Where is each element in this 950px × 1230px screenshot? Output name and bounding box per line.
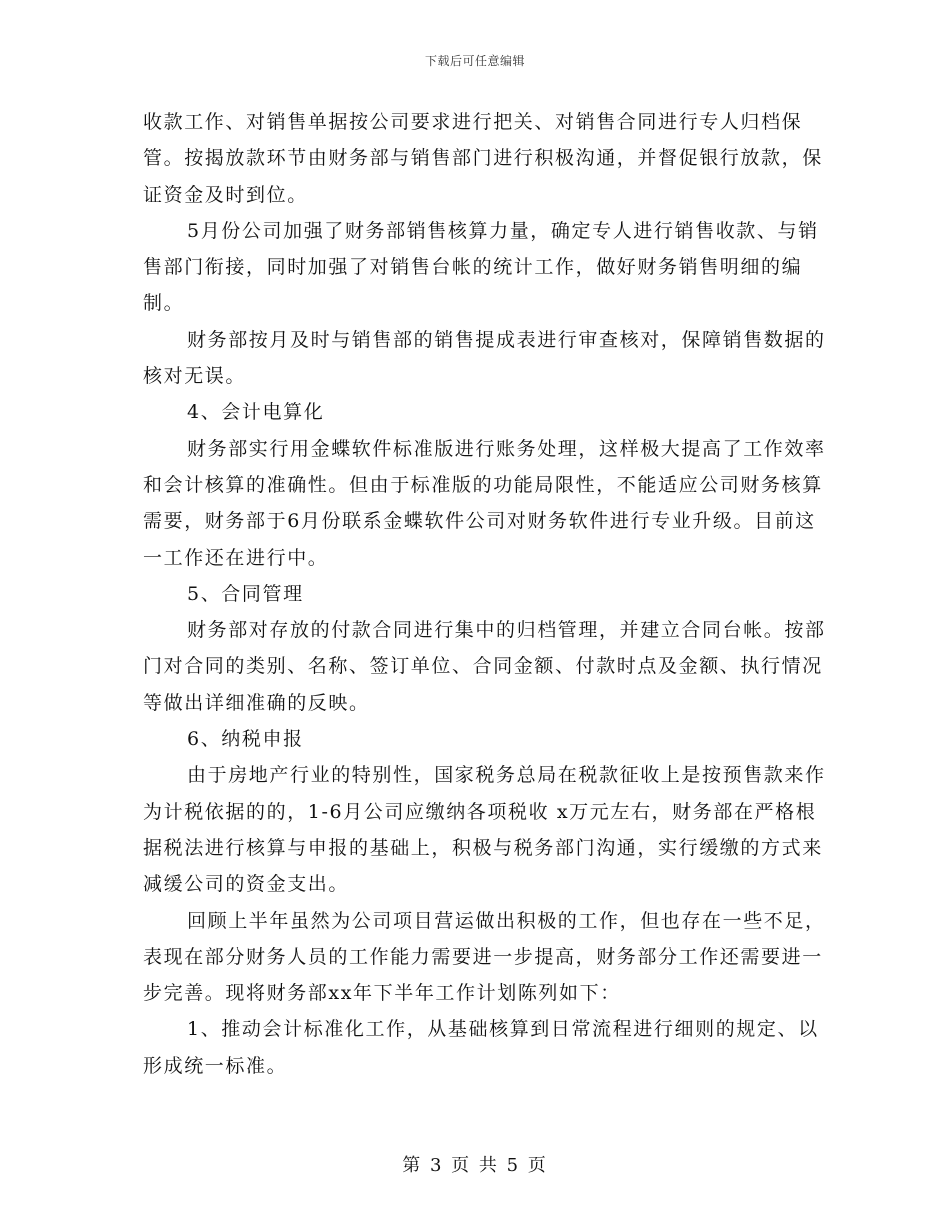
paragraph: 财务部实行用金蝶软件标准版进行账务处理，这样极大提高了工作效率和会计核算的准确性。但由于标准版的功能局限性，不能适应公司财务核算需要，财务部于6月份联系金蝶软件公司对财务软件进行专业升级。目前这一工作还在进行中。 [143, 437, 826, 569]
section-heading: 4、会计电算化 [187, 401, 325, 424]
section-heading: 5、合同管理 [187, 582, 304, 605]
paragraph: 财务部对存放的付款合同进行集中的归档管理，并建立合同台帐。按部门对合同的类别、名称、签订单位、合同金额、付款时点及金额、执行情况等做出详细准确的反映。 [143, 619, 826, 714]
paragraph: 财务部按月及时与销售部的销售提成表进行审查核对，保障销售数据的核对无误。 [143, 328, 826, 388]
section-heading: 6、纳税申报 [187, 728, 304, 751]
paragraph: 5月份公司加强了财务部销售核算力量，确定专人进行销售收款、与销售部门衔接，同时加强了对销售台帐的统计工作，做好财务销售明细的编制。 [143, 219, 819, 315]
paragraph: 收款工作、对销售单据按公司要求进行把关、对销售合同进行专人归档保管。按揭放款环节由财务部与销售部门进行积极沟通，并督促银行放款，保证资金及时到位。 [143, 111, 823, 206]
paragraph: 由于房地产行业的特别性，国家税务总局在税款征收上是按预售款来作为计税依据的的，1-6月公司应缴纳各项税收 x万元左右，财务部在严格根据税法进行核算与申报的基础上，积极与税务部门沟通，实行缓缴的方式来减缓公司的资金支出。 [143, 764, 826, 896]
list-item: 1、推动会计标准化工作，从基础核算到日常流程进行细则的规定、以形成统一标准。 [143, 1018, 819, 1077]
paragraph: 回顾上半年虽然为公司项目营运做出积极的工作，但也存在一些不足，表现在部分财务人员的工作能力需要进一步提高，财务部分工作还需要进一步完善。现将财务部xx年下半年工作计划陈列如下： [143, 909, 826, 1005]
document-body [143, 104, 833, 1084]
page-number-footer: 第 3 页 共 5 页 [402, 1155, 548, 1176]
page-header: 下载后可任意编辑 [424, 54, 525, 68]
